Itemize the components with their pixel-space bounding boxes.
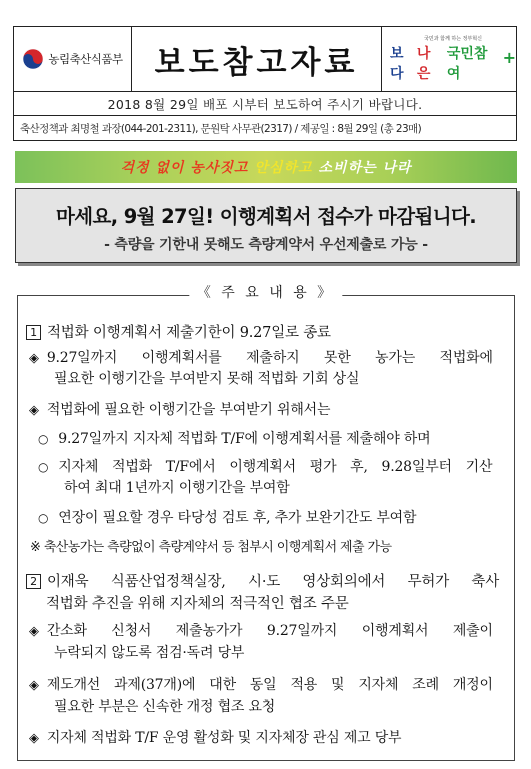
item-text: 연장이 필요할 경우 타당성 검토 후, 추가 보완기간도 부여함 <box>58 510 417 526</box>
item-text: 적법화에 필요한 이행기간을 부여받기 위해서는 <box>46 402 331 418</box>
item-text: 간소화 신청서 제출농가가 9.27일까지 이행계획서 제출이 <box>46 623 493 639</box>
brand-tagline: 국민과 함께 하는 정부혁신 <box>424 36 482 42</box>
slogan-banner <box>15 151 517 183</box>
title-cell <box>132 27 382 91</box>
item-text-continued: 필요한 이행기간을 부여받지 못해 적법화 기회 상실 <box>54 371 360 387</box>
page-title: 보도참고자료 <box>154 44 359 81</box>
section-1-heading <box>26 321 331 342</box>
list-item <box>29 674 501 694</box>
release-date-line: 2018 8월 29일 배포 시부터 보도하여 주시기 바랍니다. <box>13 92 517 116</box>
diamond-bullet-icon: ◈ <box>29 624 39 639</box>
plus-icon: + <box>502 47 517 67</box>
brand-logo <box>390 43 516 83</box>
circle-bullet-icon: ○ <box>38 511 49 525</box>
item-text: 9.27일까지 지자체 적법화 T/F에 이행계획서를 제출해야 하며 <box>58 431 431 447</box>
item-text: 지자체 적법화 T/F 운영 활성화 및 지자체장 관심 제고 당부 <box>46 730 402 746</box>
ministry-logo-cell <box>14 27 132 91</box>
headline-box <box>15 188 517 263</box>
list-item <box>29 347 501 367</box>
brand-text-3: 국민참여 <box>446 46 488 82</box>
list-item <box>29 399 330 419</box>
list-item <box>38 507 416 527</box>
section-2-heading <box>26 570 502 591</box>
diamond-bullet-icon: ◈ <box>29 351 39 366</box>
brand-text-1: 보다 <box>390 46 404 82</box>
section-number: 1 <box>26 325 41 340</box>
section-heading-text-continued: 적법화 추진을 위해 지자체의 적극적인 협조 주문 <box>46 596 349 612</box>
ministry-name: 농림축산식품부 <box>48 52 123 66</box>
list-item <box>29 620 501 640</box>
item-text: 지자체 적법화 T/F에서 이행계획서 평가 후, 9.28일부터 기산 <box>58 459 493 475</box>
item-text: 9.27일까지 이행계획서를 제출하지 못한 농가는 적법화에 <box>46 350 493 366</box>
brand-text-2: 나은 <box>416 46 431 82</box>
taegeuk-emblem-icon <box>22 48 44 70</box>
subheadline: - 측량을 기한내 못해도 측량계약서 우선제출로 가능 - <box>104 237 428 253</box>
slogan-part-2: 안심하고 <box>254 160 313 176</box>
list-item <box>29 727 401 747</box>
circle-bullet-icon: ○ <box>38 460 49 474</box>
brand-cell <box>382 27 516 91</box>
note-text: ※ 축산농가는 측량없이 측량계약서 등 첨부시 이행계획서 제출 가능 <box>30 540 392 555</box>
item-text-continued: 필요한 부분은 신속한 개정 협조 요청 <box>54 699 276 715</box>
press-header <box>13 26 517 92</box>
contact-line: 축산정책과 최명철 과장(044-201-2311), 문원탁 사무관(2317) / 제공일 : 8월 29일 (총 23매) <box>13 116 517 141</box>
section-number: 2 <box>26 574 41 589</box>
diamond-bullet-icon: ◈ <box>29 731 39 746</box>
section-heading-text: 이재욱 식품산업정책실장, 시·도 영상회의에서 무허가 축사 <box>47 574 499 590</box>
section-heading-text: 적법화 이행계획서 제출기한이 9.27일로 종료 <box>47 325 331 341</box>
item-text: 제도개선 과제(37개)에 대한 동일 적용 및 지자체 조례 개정이 <box>46 677 493 693</box>
item-text-continued: 누락되지 않도록 점검·독려 당부 <box>54 645 245 661</box>
diamond-bullet-icon: ◈ <box>29 678 39 693</box>
list-item <box>38 456 502 476</box>
slogan-part-1: 걱정 없이 농사짓고 <box>120 160 249 176</box>
circle-bullet-icon: ○ <box>38 432 49 446</box>
diamond-bullet-icon: ◈ <box>29 403 39 418</box>
item-text-continued: 하여 최대 1년까지 이행기간을 부여함 <box>64 480 290 496</box>
list-item <box>38 428 430 448</box>
slogan-part-3: 소비하는 나라 <box>318 160 412 176</box>
headline: 마세요, 9월 27일! 이행계획서 접수가 마감됩니다. <box>55 205 477 228</box>
summary-title: 《 주 요 내 용 》 <box>189 282 342 302</box>
